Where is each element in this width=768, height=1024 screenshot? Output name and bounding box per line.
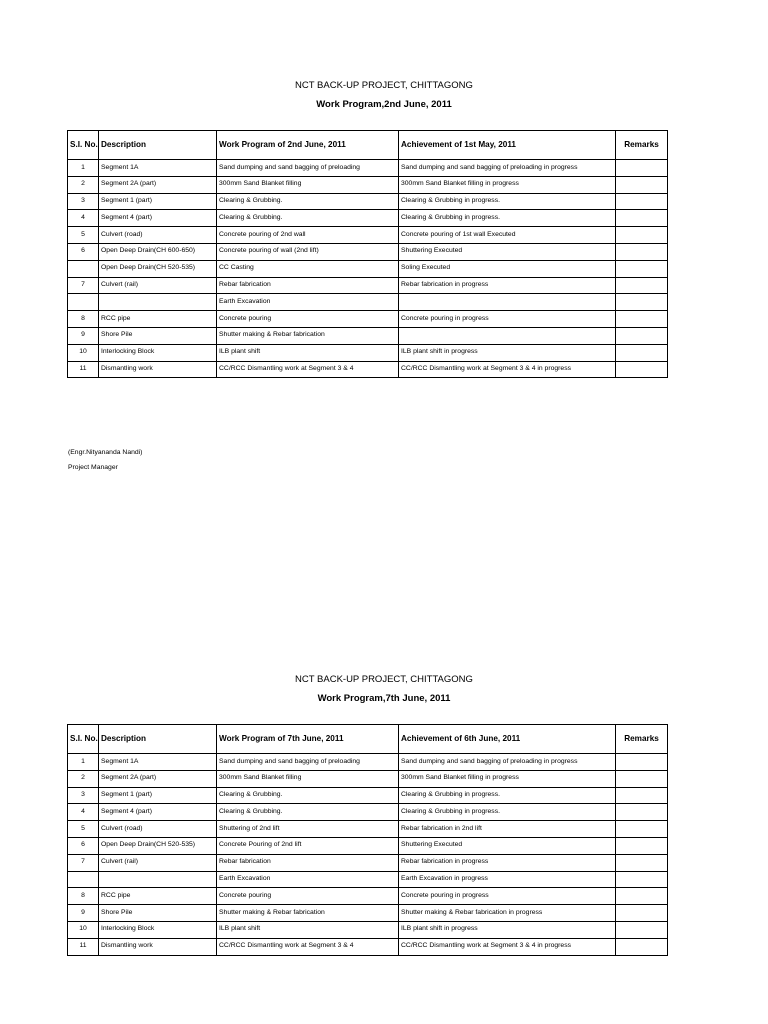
achievement-cell: Shuttering Executed [399, 243, 616, 260]
description-cell: Culvert (rail) [99, 854, 217, 871]
remarks-cell [616, 754, 668, 771]
table-row [68, 854, 668, 871]
column-header: S.I. No. [68, 131, 99, 160]
achievement-cell: Clearing & Grubbing in progress. [399, 787, 616, 804]
achievement-cell: CC/RCC Dismantling work at Segment 3 & 4 in progress [399, 938, 616, 955]
work-program-cell: CC/RCC Dismantling work at Segment 3 & 4 [217, 938, 399, 955]
achievement-cell: Clearing & Grubbing in progress. [399, 804, 616, 821]
table-row [68, 260, 668, 277]
table-row [68, 787, 668, 804]
achievement-cell: Soling Executed [399, 260, 616, 277]
work-program-cell: Shutter making & Rebar fabrication [217, 327, 399, 344]
remarks-cell [616, 787, 668, 804]
achievement-cell: Rebar fabrication in 2nd lift [399, 821, 616, 838]
table-row [68, 938, 668, 955]
table-row [68, 821, 668, 838]
sl-no-cell: 11 [68, 361, 99, 378]
achievement-cell: Concrete pouring in progress [399, 888, 616, 905]
work-program-cell: Shuttering of 2nd lift [217, 821, 399, 838]
sl-no-cell: 10 [68, 344, 99, 361]
column-header: S.I. No. [68, 725, 99, 754]
achievement-cell: Shuttering Executed [399, 837, 616, 854]
achievement-cell: CC/RCC Dismantling work at Segment 3 & 4 in progress [399, 361, 616, 378]
remarks-cell [616, 938, 668, 955]
table-header [68, 131, 668, 160]
column-header: Description [99, 725, 217, 754]
work-program-cell: Rebar fabrication [217, 854, 399, 871]
table-row [68, 277, 668, 294]
remarks-cell [616, 311, 668, 328]
remarks-cell [616, 344, 668, 361]
work-program-cell: Concrete pouring [217, 888, 399, 905]
sl-no-cell: 2 [68, 770, 99, 787]
sl-no-cell: 6 [68, 837, 99, 854]
section-2-subtitle: Work Program,7th June, 2011 [317, 693, 451, 704]
description-cell: Culvert (road) [99, 227, 217, 244]
work-program-cell: Earth Excavation [217, 871, 399, 888]
remarks-cell [616, 905, 668, 922]
table-row [68, 754, 668, 771]
description-cell: RCC pipe [99, 311, 217, 328]
remarks-cell [616, 227, 668, 244]
achievement-cell: Concrete pouring in progress [399, 311, 616, 328]
remarks-cell [616, 193, 668, 210]
sl-no-cell: 1 [68, 754, 99, 771]
table-row [68, 227, 668, 244]
work-program-cell: Shutter making & Rebar fabrication [217, 905, 399, 922]
achievement-cell: Rebar fabrication in progress [399, 277, 616, 294]
column-header: Achievement of 1st May, 2011 [399, 131, 616, 160]
sl-no-cell: 7 [68, 277, 99, 294]
work-program-cell: CC/RCC Dismantling work at Segment 3 & 4 [217, 361, 399, 378]
work-program-cell: 300mm Sand Blanket filling [217, 176, 399, 193]
remarks-cell [616, 160, 668, 177]
sl-no-cell: 8 [68, 311, 99, 328]
description-cell: Culvert (road) [99, 821, 217, 838]
description-cell: RCC pipe [99, 888, 217, 905]
description-cell: Segment 1 (part) [99, 787, 217, 804]
sl-no-cell: 8 [68, 888, 99, 905]
work-program-cell: Sand dumping and sand bagging of preloading [217, 160, 399, 177]
achievement-cell: 300mm Sand Blanket filling in progress [399, 770, 616, 787]
description-cell: Segment 2A (part) [99, 770, 217, 787]
work-program-cell: Concrete pouring [217, 311, 399, 328]
remarks-cell [616, 327, 668, 344]
table-row [68, 871, 668, 888]
description-cell: Open Deep Drain(CH 520-535) [99, 837, 217, 854]
table-row [68, 243, 668, 260]
remarks-cell [616, 770, 668, 787]
sl-no-cell: 10 [68, 921, 99, 938]
column-header: Description [99, 131, 217, 160]
remarks-cell [616, 294, 668, 311]
achievement-cell: Shutter making & Rebar fabrication in progress [399, 905, 616, 922]
description-cell: Segment 4 (part) [99, 210, 217, 227]
sl-no-cell: 11 [68, 938, 99, 955]
table-body [68, 160, 668, 378]
table-row [68, 327, 668, 344]
description-cell: Shore Pile [99, 327, 217, 344]
remarks-cell [616, 888, 668, 905]
achievement-cell: Sand dumping and sand bagging of preloading in progress [399, 754, 616, 771]
column-header: Work Program of 7th June, 2011 [217, 725, 399, 754]
sl-no-cell: 7 [68, 854, 99, 871]
achievement-cell: Clearing & Grubbing in progress. [399, 210, 616, 227]
description-cell: Dismantling work [99, 361, 217, 378]
achievement-cell: Concrete pouring of 1st wall Executed [399, 227, 616, 244]
description-cell: Segment 1A [99, 160, 217, 177]
achievement-cell: Sand dumping and sand bagging of preloading in progress [399, 160, 616, 177]
table-header [68, 725, 668, 754]
remarks-cell [616, 210, 668, 227]
work-program-cell: Concrete pouring of wall (2nd lift) [217, 243, 399, 260]
table-row [68, 888, 668, 905]
sl-no-cell: 5 [68, 821, 99, 838]
remarks-cell [616, 854, 668, 871]
work-program-cell: CC Casting [217, 260, 399, 277]
description-cell: Open Deep Drain(CH 520-535) [99, 260, 217, 277]
achievement-cell [399, 327, 616, 344]
work-program-cell: Concrete Pouring of 2nd lift [217, 837, 399, 854]
sl-no-cell: 1 [68, 160, 99, 177]
achievement-cell: Earth Excavation in progress [399, 871, 616, 888]
section-1-subtitle: Work Program,2nd June, 2011 [316, 99, 452, 110]
remarks-cell [616, 260, 668, 277]
description-cell: Culvert (rail) [99, 277, 217, 294]
remarks-cell [616, 821, 668, 838]
work-program-cell: Earth Excavation [217, 294, 399, 311]
sl-no-cell: 5 [68, 227, 99, 244]
description-cell: Dismantling work [99, 938, 217, 955]
signature-name: (Engr.Nityananda Nandi) [68, 449, 143, 456]
table-row [68, 193, 668, 210]
work-program-table-1 [67, 130, 668, 378]
work-program-cell: 300mm Sand Blanket filling [217, 770, 399, 787]
sl-no-cell: 4 [68, 210, 99, 227]
table-row [68, 176, 668, 193]
achievement-cell: 300mm Sand Blanket filling in progress [399, 176, 616, 193]
description-cell: Interlocking Block [99, 921, 217, 938]
section-2-title: NCT BACK-UP PROJECT, CHITTAGONG [295, 674, 473, 685]
work-program-cell: Clearing & Grubbing. [217, 787, 399, 804]
description-cell [99, 871, 217, 888]
achievement-cell: Clearing & Grubbing in progress. [399, 193, 616, 210]
sl-no-cell: 9 [68, 905, 99, 922]
sl-no-cell [68, 260, 99, 277]
work-program-cell: Sand dumping and sand bagging of preloading [217, 754, 399, 771]
section-1-title: NCT BACK-UP PROJECT, CHITTAGONG [295, 80, 473, 91]
sl-no-cell: 2 [68, 176, 99, 193]
table-row [68, 160, 668, 177]
table-body [68, 754, 668, 956]
table-row [68, 905, 668, 922]
signature-role: Project Manager [68, 464, 118, 471]
remarks-cell [616, 837, 668, 854]
sl-no-cell: 6 [68, 243, 99, 260]
table-row [68, 311, 668, 328]
column-header: Remarks [616, 131, 668, 160]
sl-no-cell: 4 [68, 804, 99, 821]
table-row [68, 837, 668, 854]
description-cell: Interlocking Block [99, 344, 217, 361]
table-row [68, 921, 668, 938]
description-cell: Open Deep Drain(CH 600-650) [99, 243, 217, 260]
table-row [68, 770, 668, 787]
sl-no-cell: 3 [68, 193, 99, 210]
sl-no-cell: 3 [68, 787, 99, 804]
table-row [68, 294, 668, 311]
achievement-cell: ILB plant shift in progress [399, 344, 616, 361]
table-row [68, 361, 668, 378]
remarks-cell [616, 277, 668, 294]
description-cell: Shore Pile [99, 905, 217, 922]
work-program-cell: Clearing & Grubbing. [217, 210, 399, 227]
remarks-cell [616, 804, 668, 821]
table-row [68, 344, 668, 361]
remarks-cell [616, 361, 668, 378]
sl-no-cell: 9 [68, 327, 99, 344]
work-program-cell: ILB plant shift [217, 921, 399, 938]
work-program-cell: ILB plant shift [217, 344, 399, 361]
remarks-cell [616, 243, 668, 260]
work-program-cell: Clearing & Grubbing. [217, 193, 399, 210]
achievement-cell: ILB plant shift in progress [399, 921, 616, 938]
description-cell: Segment 1 (part) [99, 193, 217, 210]
work-program-cell: Rebar fabrication [217, 277, 399, 294]
table-row [68, 210, 668, 227]
sl-no-cell [68, 871, 99, 888]
achievement-cell [399, 294, 616, 311]
header-row [68, 131, 668, 160]
work-program-table-2 [67, 724, 668, 956]
table-row [68, 804, 668, 821]
description-cell [99, 294, 217, 311]
column-header: Remarks [616, 725, 668, 754]
work-program-cell: Clearing & Grubbing. [217, 804, 399, 821]
remarks-cell [616, 871, 668, 888]
sl-no-cell [68, 294, 99, 311]
description-cell: Segment 1A [99, 754, 217, 771]
description-cell: Segment 4 (part) [99, 804, 217, 821]
remarks-cell [616, 921, 668, 938]
remarks-cell [616, 176, 668, 193]
header-row [68, 725, 668, 754]
description-cell: Segment 2A (part) [99, 176, 217, 193]
column-header: Achievement of 6th June, 2011 [399, 725, 616, 754]
column-header: Work Program of 2nd June, 2011 [217, 131, 399, 160]
achievement-cell: Rebar fabrication in progress [399, 854, 616, 871]
work-program-cell: Concrete pouring of 2nd wall [217, 227, 399, 244]
